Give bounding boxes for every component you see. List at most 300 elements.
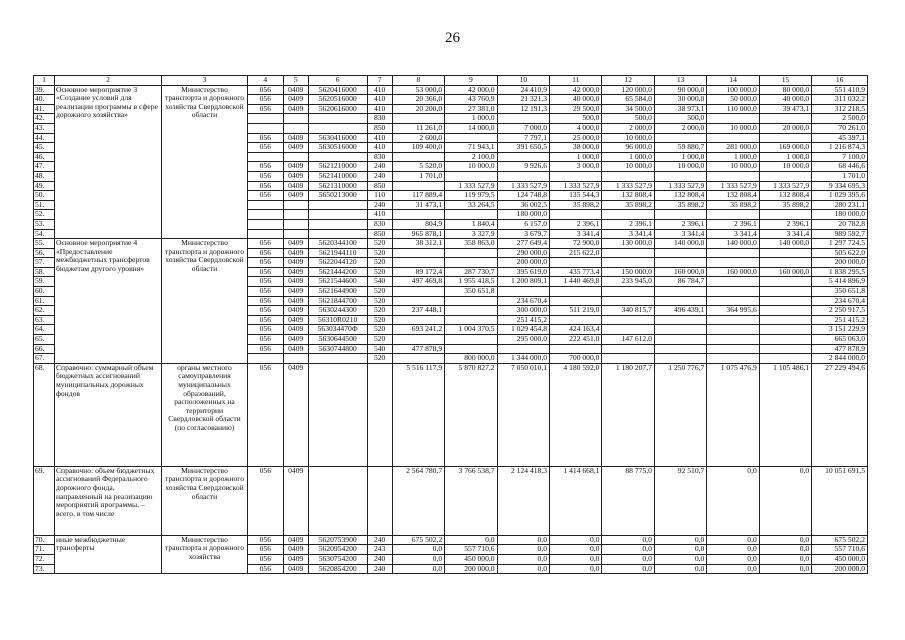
row-number: 52. <box>34 210 55 220</box>
expense-type-cell: 520 <box>367 306 392 316</box>
expense-type-cell: 520 <box>367 325 392 335</box>
expense-type-cell: 240 <box>367 564 392 574</box>
target-code-cell: 5620516000 <box>308 95 367 105</box>
amount-cell: 42 000,0 <box>550 85 602 95</box>
row-number: 62. <box>34 306 55 316</box>
amount-cell: 1 000,0 <box>445 114 497 124</box>
amount-cell <box>602 287 654 297</box>
row-number: 67. <box>34 354 55 364</box>
amount-cell <box>445 171 497 181</box>
admin-code-cell: 056 <box>247 248 283 258</box>
amount-cell: 34 500,0 <box>602 104 654 114</box>
amount-cell: 7 000,0 <box>497 123 549 133</box>
amount-cell <box>497 152 549 162</box>
amount-cell: 2 250 917,5 <box>812 306 868 316</box>
expense-type-cell: 240 <box>367 555 392 565</box>
amount-cell: 450 000,0 <box>812 555 868 565</box>
section-code-cell: 0409 <box>283 258 308 268</box>
column-number-header: 5 <box>283 76 308 86</box>
amount-cell: 496 439,1 <box>654 306 706 316</box>
column-number-header: 10 <box>497 76 549 86</box>
amount-cell: 200 000,0 <box>445 564 497 574</box>
amount-cell: 50 000,0 <box>707 95 759 105</box>
amount-cell <box>707 354 759 364</box>
amount-cell <box>707 171 759 181</box>
expense-type-cell: 520 <box>367 296 392 306</box>
column-number-header: 6 <box>308 76 367 86</box>
table-row <box>34 363 868 466</box>
section-code-cell: 0409 <box>283 104 308 114</box>
target-code-cell: 5622044120 <box>308 258 367 268</box>
admin-code-cell <box>247 210 283 220</box>
amount-cell <box>759 258 811 268</box>
admin-code-cell: 056 <box>247 296 283 306</box>
amount-cell: 1 216 874,3 <box>812 143 868 153</box>
amount-cell: 20 200,0 <box>392 104 444 114</box>
amount-cell: 358 863,0 <box>445 239 497 249</box>
amount-cell <box>759 248 811 258</box>
target-code-cell <box>308 210 367 220</box>
amount-cell: 169 000,0 <box>759 143 811 153</box>
amount-cell: 391 650,5 <box>497 143 549 153</box>
section-code-cell <box>283 219 308 229</box>
section-code-cell: 0409 <box>283 181 308 191</box>
row-number: 53. <box>34 219 55 229</box>
amount-cell: 435 773,4 <box>550 267 602 277</box>
amount-cell: 35 898,2 <box>759 200 811 210</box>
amount-cell: 10 000,0 <box>707 123 759 133</box>
section-code-cell: 0409 <box>283 85 308 95</box>
amount-cell <box>602 296 654 306</box>
column-number-header: 12 <box>602 76 654 86</box>
amount-cell <box>550 210 602 220</box>
amount-cell <box>759 325 811 335</box>
admin-code-cell: 056 <box>247 95 283 105</box>
amount-cell <box>497 171 549 181</box>
target-code-cell: 5621944110 <box>308 248 367 258</box>
amount-cell: 0,0 <box>759 466 811 535</box>
section-code-cell: 0409 <box>283 315 308 325</box>
admin-code-cell: 056 <box>247 466 283 535</box>
target-code-cell <box>308 200 367 210</box>
amount-cell <box>707 287 759 297</box>
amount-cell: 3 341,4 <box>707 229 759 239</box>
amount-cell <box>445 133 497 143</box>
expense-type-cell <box>367 363 392 466</box>
amount-cell: 135 544,3 <box>550 191 602 201</box>
table-body <box>34 76 868 574</box>
amount-cell: 0,0 <box>759 555 811 565</box>
amount-cell: 14 000,0 <box>445 123 497 133</box>
target-code-cell: 5620344100 <box>308 239 367 249</box>
amount-cell: 65 584,0 <box>602 95 654 105</box>
amount-cell: 3 327,9 <box>445 229 497 239</box>
amount-cell: 312 218,5 <box>812 104 868 114</box>
admin-code-cell <box>247 219 283 229</box>
amount-cell: 340 815,7 <box>602 306 654 316</box>
admin-code-cell: 056 <box>247 162 283 172</box>
target-code-cell: 5621310000 <box>308 181 367 191</box>
amount-cell: 147 612,0 <box>602 335 654 345</box>
measure-name: Основное мероприятие 4 «Предоставление межбюджетных трансфертов бюджетам другого уровня» <box>54 239 161 364</box>
amount-cell: 3 000,0 <box>550 162 602 172</box>
amount-cell: 124 748,8 <box>497 191 549 201</box>
amount-cell: 0,0 <box>392 545 444 555</box>
amount-cell: 2 396,1 <box>759 219 811 229</box>
amount-cell <box>759 344 811 354</box>
amount-cell: 557 710,6 <box>812 545 868 555</box>
amount-cell: 0,0 <box>392 555 444 565</box>
expense-type-cell: 240 <box>367 171 392 181</box>
amount-cell: 804,9 <box>392 219 444 229</box>
responsible-org: Министерство транспорта и дорожного хозяйства Свердловской области <box>161 466 247 535</box>
amount-cell: 1 333 527,9 <box>707 181 759 191</box>
amount-cell: 0,0 <box>707 466 759 535</box>
admin-code-cell: 056 <box>247 363 283 466</box>
amount-cell <box>445 296 497 306</box>
admin-code-cell: 056 <box>247 564 283 574</box>
section-code-cell: 0409 <box>283 335 308 345</box>
row-number: 68. <box>34 363 55 466</box>
table-row <box>34 239 868 249</box>
amount-cell: 1 701,0 <box>392 171 444 181</box>
amount-cell: 0,0 <box>392 564 444 574</box>
amount-cell <box>759 306 811 316</box>
amount-cell: 10 000,0 <box>602 133 654 143</box>
section-code-cell: 0409 <box>283 363 308 466</box>
section-code-cell <box>283 354 308 364</box>
amount-cell: 21 321,3 <box>497 95 549 105</box>
amount-cell: 0,0 <box>707 564 759 574</box>
amount-cell: 3 151 229,9 <box>812 325 868 335</box>
admin-code-cell: 056 <box>247 143 283 153</box>
section-code-cell: 0409 <box>283 162 308 172</box>
amount-cell: 86 784,7 <box>654 277 706 287</box>
amount-cell: 20 782,8 <box>812 219 868 229</box>
expense-type-cell: 830 <box>367 114 392 124</box>
target-code-cell: 5620753900 <box>308 535 367 545</box>
amount-cell <box>392 114 444 124</box>
section-code-cell: 0409 <box>283 325 308 335</box>
section-code-cell: 0409 <box>283 267 308 277</box>
responsible-org: органы местного самоуправления муниципальных образований, расположенных на территории Свердловской области (по согласованию) <box>161 363 247 466</box>
section-code-cell: 0409 <box>283 306 308 316</box>
amount-cell: 3 341,4 <box>550 229 602 239</box>
expense-type-cell: 830 <box>367 219 392 229</box>
amount-cell: 0,0 <box>550 545 602 555</box>
amount-cell <box>445 210 497 220</box>
amount-cell: 675 502,2 <box>392 535 444 545</box>
target-code-cell: 5621210000 <box>308 162 367 172</box>
amount-cell: 0,0 <box>707 545 759 555</box>
row-number: 56. <box>34 248 55 258</box>
row-number: 73. <box>34 564 55 574</box>
amount-cell: 35 898,2 <box>707 200 759 210</box>
responsible-org: Министерство транспорта и дорожного хозяйства Свердловской области <box>161 85 247 239</box>
section-code-cell: 0409 <box>283 535 308 545</box>
column-number-header: 8 <box>392 76 444 86</box>
amount-cell <box>707 296 759 306</box>
target-code-cell: 5621844700 <box>308 296 367 306</box>
expense-type-cell: 520 <box>367 267 392 277</box>
amount-cell: 0,0 <box>654 535 706 545</box>
amount-cell: 10 000,0 <box>759 162 811 172</box>
amount-cell <box>707 344 759 354</box>
column-number-header: 13 <box>654 76 706 86</box>
expense-type-cell: 520 <box>367 258 392 268</box>
target-code-cell: 5620616000 <box>308 104 367 114</box>
amount-cell <box>654 248 706 258</box>
row-number: 55. <box>34 239 55 249</box>
amount-cell: 100 000,0 <box>707 85 759 95</box>
amount-cell: 1 000,0 <box>654 152 706 162</box>
admin-code-cell: 056 <box>247 171 283 181</box>
admin-code-cell <box>247 123 283 133</box>
amount-cell: 38 000,0 <box>550 143 602 153</box>
amount-cell: 130 000,0 <box>602 239 654 249</box>
row-number: 47. <box>34 162 55 172</box>
expense-type-cell: 850 <box>367 181 392 191</box>
amount-cell: 10 000,0 <box>654 162 706 172</box>
amount-cell: 30 000,0 <box>654 95 706 105</box>
table-row <box>34 466 868 535</box>
measure-name: Основное мероприятие 3 «Создание условий для реализации программы в сфере дорожного хозяйства» <box>54 85 161 239</box>
amount-cell: 251 415,2 <box>812 315 868 325</box>
amount-cell: 39 473,1 <box>759 104 811 114</box>
amount-cell: 0,0 <box>654 564 706 574</box>
measure-name: Справочно: суммарный объем бюджетных ассигнований муниципальных дорожных фондов <box>54 363 161 466</box>
admin-code-cell <box>247 229 283 239</box>
amount-cell: 222 451,0 <box>550 335 602 345</box>
amount-cell: 2 844 000,0 <box>812 354 868 364</box>
amount-cell: 1 000,0 <box>707 152 759 162</box>
section-code-cell: 0409 <box>283 191 308 201</box>
amount-cell: 0,0 <box>497 545 549 555</box>
amount-cell: 1 000,0 <box>602 152 654 162</box>
amount-cell: 215 622,0 <box>550 248 602 258</box>
amount-cell: 0,0 <box>759 535 811 545</box>
amount-cell: 53 000,0 <box>392 85 444 95</box>
amount-cell: 1 333 527,9 <box>445 181 497 191</box>
amount-cell: 557 710,6 <box>445 545 497 555</box>
amount-cell: 511 219,0 <box>550 306 602 316</box>
amount-cell: 5 516 117,9 <box>392 363 444 466</box>
row-number: 59. <box>34 277 55 287</box>
amount-cell <box>445 258 497 268</box>
amount-cell: 160 000,0 <box>759 267 811 277</box>
admin-code-cell: 056 <box>247 535 283 545</box>
amount-cell: 2 500,0 <box>812 114 868 124</box>
admin-code-cell: 056 <box>247 258 283 268</box>
admin-code-cell: 056 <box>247 239 283 249</box>
target-code-cell: 5630644500 <box>308 335 367 345</box>
expense-type-cell: 410 <box>367 104 392 114</box>
section-code-cell: 0409 <box>283 555 308 565</box>
admin-code-cell: 056 <box>247 315 283 325</box>
measure-name: Справочно: объем бюджетных ассигнований Федерального дорожного фонда, направленный на реализацию мероприятий программы, – всего, в том числе <box>54 466 161 535</box>
amount-cell <box>550 296 602 306</box>
amount-cell: 497 469,8 <box>392 277 444 287</box>
amount-cell: 3 341,4 <box>654 229 706 239</box>
amount-cell: 0,0 <box>654 555 706 565</box>
row-number: 46. <box>34 152 55 162</box>
amount-cell: 1 029 395,6 <box>812 191 868 201</box>
row-number: 54. <box>34 229 55 239</box>
amount-cell: 1 000,0 <box>550 152 602 162</box>
amount-cell <box>707 325 759 335</box>
amount-cell: 237 448,1 <box>392 306 444 316</box>
amount-cell: 1 180 207,7 <box>602 363 654 466</box>
row-number: 41. <box>34 104 55 114</box>
section-code-cell <box>283 152 308 162</box>
section-code-cell: 0409 <box>283 287 308 297</box>
target-code-cell: 5630754200 <box>308 555 367 565</box>
amount-cell: 140 000,0 <box>654 239 706 249</box>
amount-cell: 350 651,8 <box>445 287 497 297</box>
expense-type-cell: 520 <box>367 354 392 364</box>
amount-cell <box>445 248 497 258</box>
amount-cell: 4 180 592,0 <box>550 363 602 466</box>
amount-cell: 59 880,7 <box>654 143 706 153</box>
amount-cell: 1 297 724,5 <box>812 239 868 249</box>
section-code-cell <box>283 114 308 124</box>
amount-cell <box>759 210 811 220</box>
target-code-cell: 5630244300 <box>308 306 367 316</box>
amount-cell: 2 124 418,3 <box>497 466 549 535</box>
amount-cell <box>445 335 497 345</box>
amount-cell: 29 500,0 <box>550 104 602 114</box>
amount-cell <box>654 296 706 306</box>
expense-type-cell: 520 <box>367 335 392 345</box>
target-code-cell: 5620854200 <box>308 564 367 574</box>
row-number: 49. <box>34 181 55 191</box>
amount-cell <box>550 171 602 181</box>
amount-cell <box>654 354 706 364</box>
expense-type-cell: 110 <box>367 191 392 201</box>
section-code-cell: 0409 <box>283 564 308 574</box>
amount-cell: 1 075 476,9 <box>707 363 759 466</box>
expense-type-cell: 850 <box>367 123 392 133</box>
amount-cell <box>602 315 654 325</box>
amount-cell: 0,0 <box>654 545 706 555</box>
amount-cell <box>550 258 602 268</box>
expense-type-cell: 410 <box>367 143 392 153</box>
amount-cell: 1 701,0 <box>812 171 868 181</box>
amount-cell: 989 592,7 <box>812 229 868 239</box>
amount-cell: 180 000,0 <box>812 210 868 220</box>
amount-cell: 200 000,0 <box>812 564 868 574</box>
amount-cell <box>445 315 497 325</box>
amount-cell <box>759 114 811 124</box>
column-number-header: 2 <box>54 76 161 86</box>
amount-cell: 800 000,0 <box>445 354 497 364</box>
section-code-cell: 0409 <box>283 344 308 354</box>
amount-cell <box>392 248 444 258</box>
amount-cell: 109 400,0 <box>392 143 444 153</box>
amount-cell: 10 051 691,5 <box>812 466 868 535</box>
amount-cell <box>654 315 706 325</box>
amount-cell: 10 000,0 <box>707 162 759 172</box>
amount-cell: 0,0 <box>759 564 811 574</box>
amount-cell <box>602 325 654 335</box>
section-code-cell: 0409 <box>283 296 308 306</box>
expense-type-cell: 410 <box>367 210 392 220</box>
amount-cell <box>392 287 444 297</box>
admin-code-cell: 056 <box>247 287 283 297</box>
amount-cell: 3 766 538,7 <box>445 466 497 535</box>
amount-cell: 35 898,2 <box>654 200 706 210</box>
amount-cell <box>707 258 759 268</box>
target-code-cell <box>308 114 367 124</box>
amount-cell: 132 808,4 <box>707 191 759 201</box>
amount-cell: 424 163,4 <box>550 325 602 335</box>
amount-cell <box>759 354 811 364</box>
target-code-cell <box>308 229 367 239</box>
amount-cell <box>707 277 759 287</box>
row-number: 60. <box>34 287 55 297</box>
target-code-cell <box>308 363 367 466</box>
row-number: 40. <box>34 95 55 105</box>
amount-cell: 281 000,0 <box>707 143 759 153</box>
amount-cell: 0,0 <box>550 535 602 545</box>
amount-cell: 38 973,1 <box>654 104 706 114</box>
target-code-cell: 5620954200 <box>308 545 367 555</box>
amount-cell: 12 191,3 <box>497 104 549 114</box>
expense-type-cell: 410 <box>367 95 392 105</box>
amount-cell: 350 651,8 <box>812 287 868 297</box>
amount-cell: 0,0 <box>497 555 549 565</box>
column-number-header: 3 <box>161 76 247 86</box>
row-number: 63. <box>34 315 55 325</box>
table-row <box>34 535 868 545</box>
amount-cell: 1 000,0 <box>759 152 811 162</box>
column-number-header: 11 <box>550 76 602 86</box>
amount-cell <box>759 277 811 287</box>
target-code-cell: 5630744800 <box>308 344 367 354</box>
amount-cell: 3 341,4 <box>602 229 654 239</box>
admin-code-cell: 056 <box>247 181 283 191</box>
amount-cell: 24 410,9 <box>497 85 549 95</box>
amount-cell: 1 029 454,8 <box>497 325 549 335</box>
amount-cell: 311 032,2 <box>812 95 868 105</box>
amount-cell: 4 000,0 <box>550 123 602 133</box>
section-code-cell: 0409 <box>283 277 308 287</box>
admin-code-cell: 056 <box>247 335 283 345</box>
amount-cell: 0,0 <box>602 555 654 565</box>
amount-cell <box>759 133 811 143</box>
amount-cell: 551 410,9 <box>812 85 868 95</box>
amount-cell <box>707 248 759 258</box>
row-number: 70. <box>34 535 55 545</box>
amount-cell: 2 396,1 <box>654 219 706 229</box>
column-number-header: 15 <box>759 76 811 86</box>
amount-cell <box>759 296 811 306</box>
amount-cell <box>602 354 654 364</box>
admin-code-cell: 056 <box>247 306 283 316</box>
amount-cell: 7 050 010,1 <box>497 363 549 466</box>
section-code-cell <box>283 123 308 133</box>
row-number: 57. <box>34 258 55 268</box>
amount-cell: 500,0 <box>550 114 602 124</box>
amount-cell <box>392 181 444 191</box>
amount-cell: 89 172,4 <box>392 267 444 277</box>
admin-code-cell: 056 <box>247 267 283 277</box>
amount-cell: 35 898,2 <box>602 200 654 210</box>
amount-cell <box>654 344 706 354</box>
amount-cell: 9 334 695,3 <box>812 181 868 191</box>
amount-cell <box>392 315 444 325</box>
amount-cell: 45 397,1 <box>812 133 868 143</box>
